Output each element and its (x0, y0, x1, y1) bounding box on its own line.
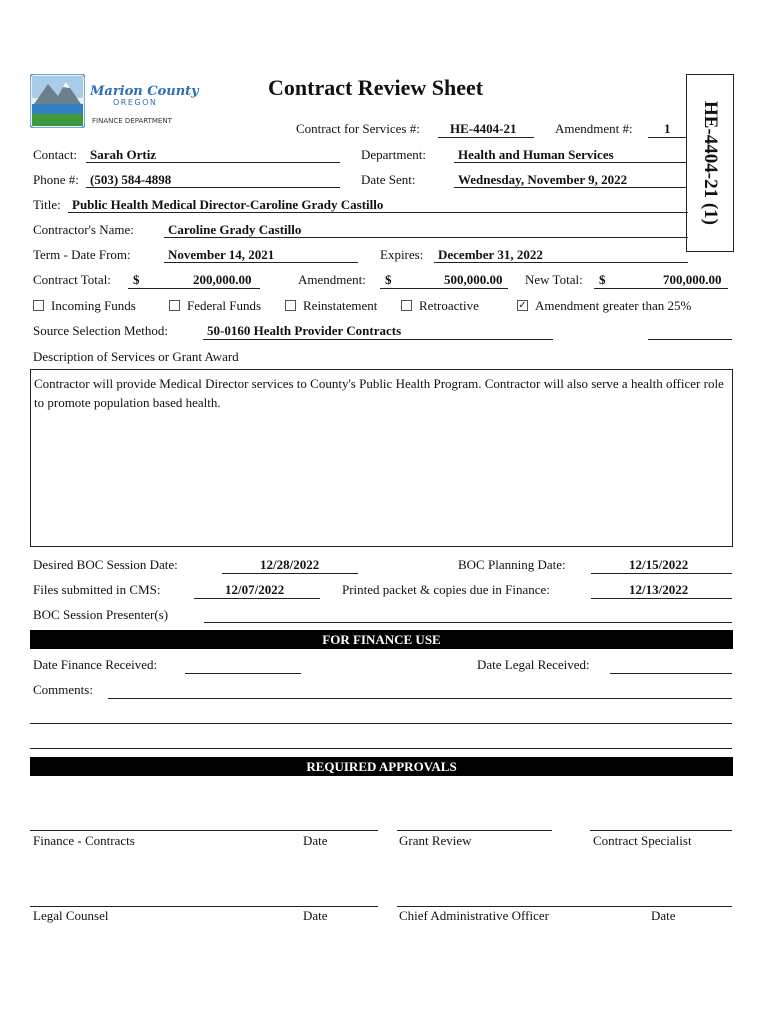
expires-label: Expires: (380, 247, 424, 262)
source-selection-value: 50-0160 Health Provider Contracts (207, 323, 402, 338)
contract-total-line (128, 288, 260, 289)
new-total-value: 700,000.00 (663, 272, 722, 287)
department-label: Department: (361, 147, 426, 162)
amendment-number-line (648, 137, 686, 138)
new-total-currency: $ (599, 272, 606, 287)
term-from-label: Term - Date From: (33, 247, 131, 262)
printed-packet-label: Printed packet & copies due in Finance: (342, 582, 550, 597)
county-logo (30, 74, 85, 128)
county-logo-name: Marion County (90, 84, 199, 99)
finance-contracts-label: Finance - Contracts (33, 833, 135, 848)
incoming-funds-label: Incoming Funds (51, 298, 136, 313)
description-text: Contractor will provide Medical Director services to County's Public Health Program. Contractor will also serve a health officer role to promote population based health. (34, 376, 724, 410)
contract-services-value: HE-4404-21 (450, 121, 517, 136)
cao-signature-line (397, 906, 732, 907)
source-selection-extra-line (648, 339, 732, 340)
required-approvals-header: REQUIRED APPROVALS (30, 757, 733, 776)
finance-department-label: FINANCE DEPARTMENT (92, 117, 172, 125)
county-logo-state: OREGON (113, 98, 158, 107)
retroactive-label: Retroactive (419, 298, 479, 313)
comments-line-3 (30, 748, 732, 749)
files-cms-label: Files submitted in CMS: (33, 582, 161, 597)
contract-specialist-label: Contract Specialist (593, 833, 692, 848)
files-cms-value: 12/07/2022 (225, 582, 285, 597)
contractor-name-line (164, 237, 688, 238)
department-line (454, 162, 687, 163)
contract-services-label: Contract for Services #: (296, 121, 420, 136)
desired-boc-value: 12/28/2022 (260, 557, 320, 572)
amendment-number-value: 1 (664, 121, 671, 136)
new-total-label: New Total: (525, 272, 583, 287)
contact-label: Contact: (33, 147, 78, 162)
term-from-line (164, 262, 358, 263)
amendment-amount-line (380, 288, 508, 289)
legal-counsel-signature-line (30, 906, 378, 907)
federal-funds-checkbox[interactable] (169, 300, 180, 311)
date-legal-received-line (610, 673, 732, 674)
date-sent-line (454, 187, 687, 188)
files-cms-line (194, 598, 320, 599)
expires-line (434, 262, 688, 263)
contract-services-line (438, 137, 534, 138)
amendment-over-25-label: Amendment greater than 25% (535, 298, 692, 313)
contract-total-label: Contract Total: (33, 272, 111, 287)
desired-boc-label: Desired BOC Session Date: (33, 557, 178, 572)
printed-packet-line (591, 598, 732, 599)
date-sent-label: Date Sent: (361, 172, 416, 187)
legal-counsel-date-label: Date (303, 908, 328, 923)
amendment-number-label: Amendment #: (555, 121, 633, 136)
description-label: Description of Services or Grant Award (33, 349, 239, 364)
incoming-funds-checkbox[interactable] (33, 300, 44, 311)
description-box[interactable] (30, 369, 733, 547)
title-field-label: Title: (33, 197, 61, 212)
grant-review-signature-line (397, 830, 552, 831)
date-legal-received-label: Date Legal Received: (477, 657, 590, 672)
contact-line (86, 162, 340, 163)
legal-counsel-label: Legal Counsel (33, 908, 109, 923)
boc-presenter-line (204, 622, 732, 623)
cao-label: Chief Administrative Officer (399, 908, 549, 923)
amendment-amount-value: 500,000.00 (444, 272, 503, 287)
reinstatement-label: Reinstatement (303, 298, 378, 313)
comments-label: Comments: (33, 682, 93, 697)
retroactive-checkbox[interactable] (401, 300, 412, 311)
source-selection-line (203, 339, 553, 340)
amendment-over-25-checkbox[interactable]: ✓ (518, 300, 527, 311)
federal-funds-label: Federal Funds (187, 298, 262, 313)
contractor-name-value: Caroline Grady Castillo (168, 222, 302, 237)
title-field-value: Public Health Medical Director-Caroline Grady Castillo (72, 197, 384, 212)
vertical-contract-id: HE-4404-21 (1) (700, 100, 721, 226)
comments-line-2 (30, 723, 732, 724)
boc-presenter-label: BOC Session Presenter(s) (33, 607, 169, 622)
page-title: Contract Review Sheet (268, 75, 484, 100)
boc-planning-label: BOC Planning Date: (458, 557, 566, 572)
date-finance-received-line (185, 673, 301, 674)
date-finance-received-label: Date Finance Received: (33, 657, 158, 672)
phone-line (86, 187, 340, 188)
cao-date-label: Date (651, 908, 676, 923)
comments-line-1 (108, 698, 732, 699)
boc-planning-line (591, 573, 732, 574)
expires-value: December 31, 2022 (438, 247, 543, 262)
boc-planning-value: 12/15/2022 (629, 557, 689, 572)
source-selection-label: Source Selection Method: (33, 323, 169, 338)
grant-review-label: Grant Review (399, 833, 472, 848)
term-from-value: November 14, 2021 (168, 247, 275, 262)
new-total-line (594, 288, 728, 289)
contract-specialist-signature-line (590, 830, 732, 831)
phone-value: (503) 584-4898 (90, 172, 172, 187)
contact-value: Sarah Ortiz (90, 147, 157, 162)
finance-use-header: FOR FINANCE USE (30, 630, 733, 649)
vertical-contract-id-box (686, 74, 734, 252)
finance-contracts-signature-line (30, 830, 378, 831)
contract-total-value: 200,000.00 (193, 272, 252, 287)
reinstatement-checkbox[interactable] (285, 300, 296, 311)
desired-boc-line (222, 573, 358, 574)
phone-label: Phone #: (33, 172, 79, 187)
finance-contracts-date-label: Date (303, 833, 328, 848)
contract-total-currency: $ (133, 272, 140, 287)
printed-packet-value: 12/13/2022 (629, 582, 689, 597)
date-sent-value: Wednesday, November 9, 2022 (458, 172, 628, 187)
department-value: Health and Human Services (458, 147, 614, 162)
amendment-amount-currency: $ (385, 272, 392, 287)
amendment-amount-label: Amendment: (298, 272, 366, 287)
contractor-name-label: Contractor's Name: (33, 222, 134, 237)
title-field-line (68, 212, 688, 213)
